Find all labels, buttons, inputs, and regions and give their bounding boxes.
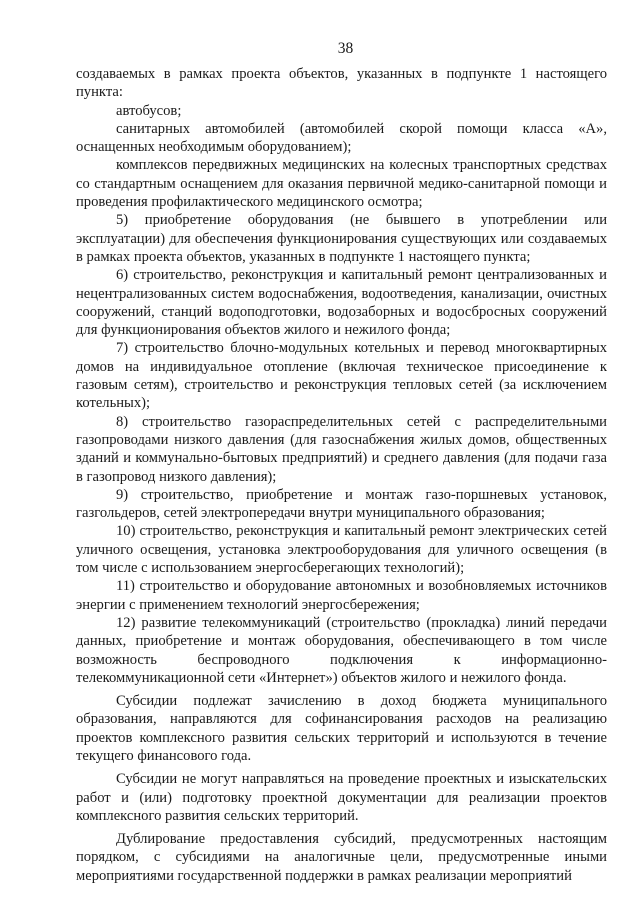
paragraph: комплексов передвижных медицинских на колесных транспортных средствах со стандартным оснащением для оказания первичной медико-санитарной помощи и проведения профилактического медицинского осмотра; — [76, 157, 607, 211]
paragraph: 8) строительство газораспределительных сетей с распределительными газопроводами низкого давления (для газоснабжения жилых домов, общественных зданий и коммунально-бытовых предприятий) и среднего давления (для подачи газа в газопровод низкого давления); — [76, 413, 607, 485]
paragraph: 12) развитие телекоммуникаций (строительство (прокладка) линий передачи данных, приобретение и монтаж оборудования, обеспечивающего в том числе возможность беспроводного подключения к информационно-телекоммуникационной сети «Интернет») объектов жилого и нежилого фонда. — [76, 614, 607, 686]
paragraph: 6) строительство, реконструкция и капитальный ремонт централизованных и нецентрализованных систем водоснабжения, водоотведения, канализации, очистных сооружений, станций водоподготовки, водозаборных и водосбросных сооружений для функционирования объектов жилого и нежилого фонда; — [76, 267, 607, 339]
paragraph: Дублирование предоставления субсидий, предусмотренных настоящим порядком, с субсидиями на аналогичные цели, предусмотренные иными мероприятиями государственной поддержки в рамках реализации мероприятий — [76, 831, 607, 884]
paragraph: 11) строительство и оборудование автономных и возобновляемых источников энергии с применением технологий энергосбережения; — [76, 578, 607, 613]
document-body — [76, 65, 607, 885]
paragraph: санитарных автомобилей (автомобилей скорой помощи класса «А», оснащенных необходимым оборудованием); — [76, 120, 607, 156]
paragraph: Субсидии подлежат зачислению в доход бюджета муниципального образования, направляются для софинансирования расходов на реализацию проектов комплексного развития сельских территорий и используются в течение текущего финансового года. — [76, 693, 607, 764]
paragraph: автобусов; — [116, 102, 182, 119]
paragraph: 9) строительство, приобретение и монтаж газо-поршневых установок, газгольдеров, сетей электропередачи внутри муниципального образования; — [76, 486, 607, 522]
paragraph: 7) строительство блочно-модульных котельных и перевод многоквартирных домов на индивидуальное отопление (включая техническое присоединение к газовым сетям), строительство и реконструкция тепловых сетей (за исключением котельных); — [76, 340, 607, 412]
paragraph: создаваемых в рамках проекта объектов, указанных в подпункте 1 настоящего пункта: — [76, 66, 607, 101]
paragraph: 5) приобретение оборудования (не бывшего в употреблении или эксплуатации) для обеспечения функционирования существующих или создаваемых в рамках проекта объектов, указанных в подпункте 1 настоящего пункта; — [76, 212, 607, 265]
page-number: 38 — [337, 40, 354, 57]
paragraph: Субсидии не могут направляться на проведение проектных и изыскательских работ и (или) подготовку проектной документации для реализации проектов комплексного развития сельских территорий. — [76, 771, 607, 824]
paragraph: 10) строительство, реконструкция и капитальный ремонт электрических сетей уличного освещения, установка электрооборудования для уличного освещения (в том числе с использованием энергосберегающих технологий); — [76, 523, 607, 577]
